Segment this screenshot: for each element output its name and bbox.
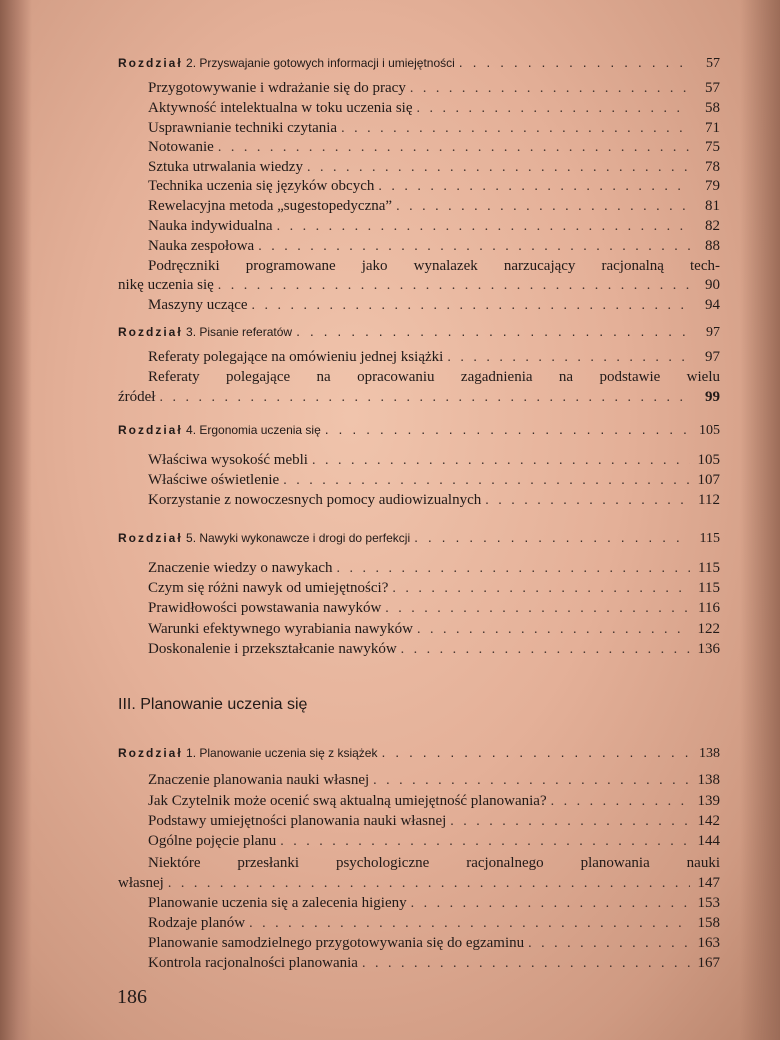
- entry-title: Przygotowywanie i wdrażanie się do pracy: [148, 80, 406, 96]
- page-number: 107: [697, 472, 720, 488]
- page-number: 147: [697, 875, 720, 891]
- entry-title-line2: nikę uczenia się: [118, 277, 214, 293]
- toc-entry: [148, 217, 720, 236]
- page-number: 97: [706, 325, 720, 340]
- toc-entry: [148, 559, 720, 578]
- entry-title-line2: własnej: [118, 875, 164, 891]
- chapter-heading: [118, 743, 720, 763]
- page-number: 75: [705, 139, 720, 155]
- entry-title-line1: Referaty polegające na opracowaniu zagadnienia na podstawie wielu: [148, 369, 720, 385]
- page-number: 138: [697, 772, 720, 788]
- page-number: 139: [697, 793, 720, 809]
- entry-title: Jak Czytelnik może ocenić swą aktualną umiejętność planowania?: [148, 793, 547, 809]
- chapter-heading: [118, 53, 720, 73]
- entry-title: Czym się różni nawyk od umiejętności?: [148, 580, 389, 596]
- page-folio: 186: [117, 986, 147, 1008]
- entry-title: Prawidłowości powstawania nawyków: [148, 600, 382, 616]
- toc-entry: [148, 471, 720, 490]
- entry-title-line1: Niektóre przesłanki psychologiczne racjonalnego planowania nauki: [148, 855, 720, 871]
- chapter-label: Rozdział: [118, 325, 183, 339]
- entry-title: Właściwa wysokość mebli: [148, 452, 308, 468]
- entry-title: Planowanie uczenia się a zalecenia higieny: [148, 895, 407, 911]
- toc-entry: [148, 296, 720, 315]
- toc-entry: [148, 491, 720, 510]
- entry-title: Ogólne pojęcie planu: [148, 833, 277, 849]
- page-number: 122: [697, 621, 720, 637]
- entry-title: Sztuka utrwalania wiedzy: [148, 159, 303, 175]
- entry-title: Technika uczenia się języków obcych: [148, 178, 375, 194]
- toc-entry: [118, 874, 720, 893]
- chapter-label: Rozdział: [118, 423, 183, 437]
- page-number: 57: [705, 80, 720, 96]
- toc-entry: [148, 119, 720, 138]
- toc-entry: [148, 812, 720, 831]
- page-number: 116: [698, 600, 720, 616]
- toc-entry: [118, 276, 720, 295]
- entry-title: Nauka zespołowa: [148, 238, 255, 254]
- toc-entry: [148, 954, 720, 973]
- entry-title: Referaty polegające na omówieniu jednej książki: [148, 349, 444, 365]
- toc-entry: [148, 914, 720, 933]
- toc-entry: [148, 792, 720, 811]
- entry-title-line1: Podręczniki programowane jako wynalazek narzucający racjonalną tech-: [148, 258, 720, 274]
- entry-title-line2: źródeł: [118, 389, 156, 405]
- toc-entry: [148, 99, 720, 118]
- page-number: 112: [698, 492, 720, 508]
- page-number: 97: [705, 349, 720, 365]
- page-number: 57: [706, 56, 720, 71]
- chapter-title: 3. Pisanie referatów: [186, 325, 293, 339]
- toc-entry: [148, 158, 720, 177]
- page-number: 88: [705, 238, 720, 254]
- entry-title: Korzystanie z nowoczesnych pomocy audiowizualnych: [148, 492, 482, 508]
- toc-entry: [148, 79, 720, 98]
- page-number: 78: [705, 159, 720, 175]
- page-number: 105: [697, 452, 720, 468]
- entry-title: Rodzaje planów: [148, 915, 246, 931]
- entry-title: Notowanie: [148, 139, 214, 155]
- page-number: 144: [697, 833, 720, 849]
- page-number: 158: [697, 915, 720, 931]
- toc-entry: [148, 348, 720, 367]
- toc-entry: [148, 451, 720, 470]
- chapter-heading: [118, 528, 720, 548]
- chapter-title: 4. Ergonomia uczenia się: [186, 423, 321, 437]
- part-heading: III. Planowanie uczenia się: [118, 696, 308, 713]
- page-number: 105: [699, 423, 720, 438]
- page-number: 163: [697, 935, 720, 951]
- page-number: 115: [698, 580, 720, 596]
- page-number: 138: [699, 746, 720, 761]
- toc-entry: [148, 640, 720, 659]
- entry-title: Znaczenie planowania nauki własnej: [148, 772, 370, 788]
- chapter-label: Rozdział: [118, 531, 183, 545]
- page-number: 71: [705, 120, 720, 136]
- entry-title: Aktywność intelektualna w toku uczenia się: [148, 100, 413, 116]
- page-number: 142: [697, 813, 720, 829]
- chapter-label: Rozdział: [118, 746, 183, 760]
- page-number: 115: [699, 531, 720, 546]
- toc-entry: [148, 832, 720, 851]
- page-number: 81: [705, 198, 720, 214]
- toc-entry: [148, 177, 720, 196]
- chapter-title: 2. Przyswajanie gotowych informacji i umiejętności: [186, 56, 455, 70]
- entry-title: Kontrola racjonalności planowania: [148, 955, 358, 971]
- entry-title: Warunki efektywnego wyrabiania nawyków: [148, 621, 413, 637]
- toc-entry: [148, 197, 720, 216]
- toc-entry: [148, 934, 720, 953]
- page-number: 94: [705, 297, 720, 313]
- chapter-label: Rozdział: [118, 56, 183, 70]
- toc-entry: [118, 388, 720, 407]
- toc-entry: [148, 599, 720, 618]
- chapter-heading: [118, 420, 720, 440]
- page-number: 79: [705, 178, 720, 194]
- toc-entry: [148, 138, 720, 157]
- entry-title: Właściwe oświetlenie: [148, 472, 280, 488]
- page-number: 136: [697, 641, 720, 657]
- entry-title: Nauka indywidualna: [148, 218, 273, 234]
- entry-title: Znaczenie wiedzy o nawykach: [148, 560, 333, 576]
- page-number: 82: [705, 218, 720, 234]
- entry-title: Maszyny uczące: [148, 297, 248, 313]
- toc-entry: [148, 894, 720, 913]
- page-number: 153: [697, 895, 720, 911]
- page-number: 167: [697, 955, 720, 971]
- toc-entry: [148, 579, 720, 598]
- entry-title: Rewelacyjna metoda „sugestopedyczna”: [148, 198, 393, 214]
- chapter-title: 5. Nawyki wykonawcze i drogi do perfekcji: [186, 531, 411, 545]
- page-number: 90: [705, 277, 720, 293]
- chapter-heading: [118, 322, 720, 342]
- toc-entry: [148, 771, 720, 790]
- toc-entry: [148, 237, 720, 256]
- entry-title: Usprawnianie techniki czytania: [148, 120, 338, 136]
- toc-entry: [148, 620, 720, 639]
- entry-title: Planowanie samodzielnego przygotowywania się do egzaminu: [148, 935, 525, 951]
- page-number: 115: [698, 560, 720, 576]
- page-number: 99: [705, 389, 720, 405]
- entry-title: Doskonalenie i przekształcanie nawyków: [148, 641, 397, 657]
- chapter-title: 1. Planowanie uczenia się z książek: [186, 746, 378, 760]
- page-number: 58: [705, 100, 720, 116]
- entry-title: Podstawy umiejętności planowania nauki własnej: [148, 813, 447, 829]
